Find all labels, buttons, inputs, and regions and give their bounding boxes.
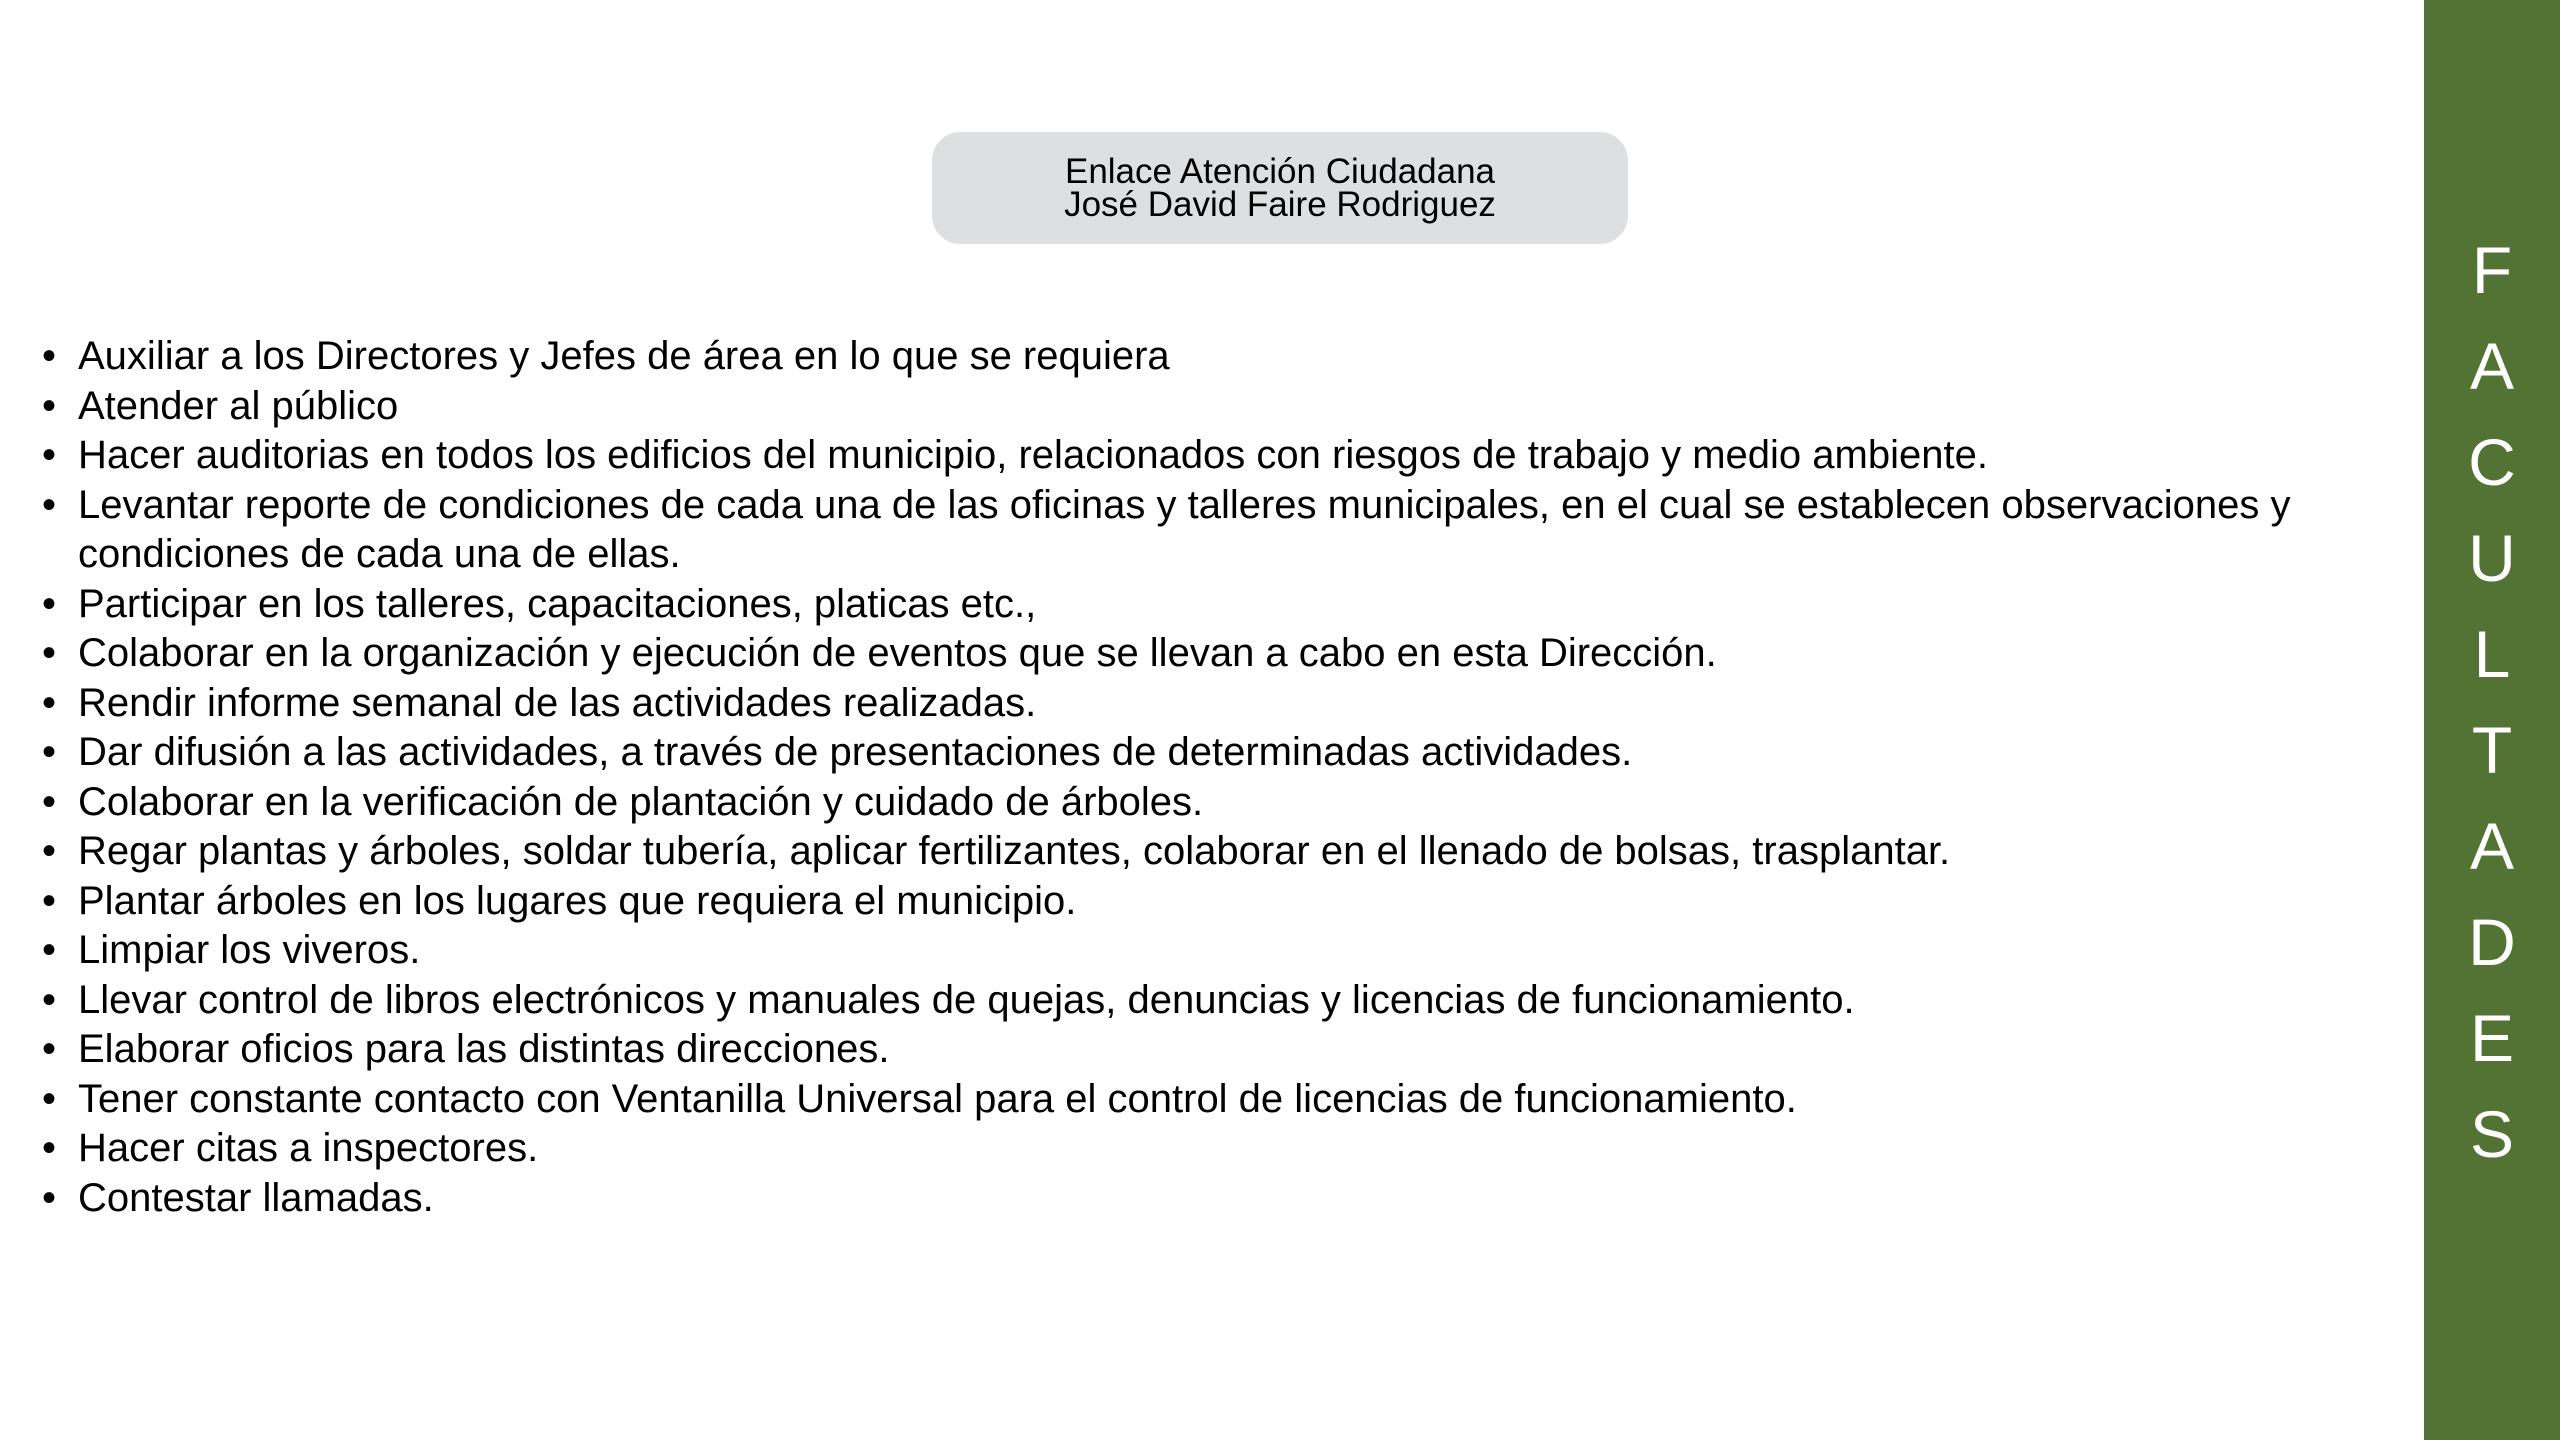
list-item: • Auxiliar a los Directores y Jefes de área en lo que se requiera: [40, 332, 2380, 382]
side-letter: F: [2471, 233, 2513, 307]
title-box: [932, 132, 1628, 244]
list-item: • Limpiar los viveros.: [40, 926, 2380, 976]
list-item: • Rendir informe semanal de las actividades realizadas.: [40, 679, 2380, 729]
side-letter: A: [2469, 329, 2515, 403]
list-item: • Elaborar oficios para las distintas direcciones.: [40, 1025, 2380, 1075]
list-item: • Contestar llamadas.: [40, 1174, 2380, 1224]
side-letter: T: [2471, 713, 2513, 787]
list-item: • Colaborar en la organización y ejecución de eventos que se llevan a cabo en esta Dirección.: [40, 629, 2380, 679]
list-item: • Colaborar en la verificación de plantación y cuidado de árboles.: [40, 778, 2380, 828]
list-item: • Plantar árboles en los lugares que requiera el municipio.: [40, 877, 2380, 927]
list-item: • Hacer citas a inspectores.: [40, 1124, 2380, 1174]
list-item: • Regar plantas y árboles, soldar tubería, aplicar fertilizantes, colaborar en el llenado de bolsas, trasplantar.: [40, 827, 2380, 877]
side-letter: E: [2469, 1001, 2515, 1075]
side-bar: [2424, 0, 2560, 1440]
list-item: • Dar difusión a las actividades, a través de presentaciones de determinadas actividades.: [40, 728, 2380, 778]
title-line-2: José David Faire Rodriguez: [1064, 185, 1496, 224]
list-item: • Hacer auditorias en todos los edificios del municipio, relacionados con riesgos de trabajo y medio ambiente.: [40, 431, 2380, 481]
list-item: • Atender al público: [40, 382, 2380, 432]
side-letter: S: [2469, 1097, 2515, 1171]
side-letter: C: [2468, 425, 2516, 499]
duties-list: [40, 332, 2380, 1223]
side-letter: L: [2473, 617, 2511, 691]
list-item: • Llevar control de libros electrónicos y manuales de quejas, denuncias y licencias de funcionamiento.: [40, 976, 2380, 1026]
side-letter: D: [2468, 905, 2516, 979]
side-letter: A: [2469, 809, 2515, 883]
side-letter: U: [2468, 521, 2516, 595]
list-item: • Levantar reporte de condiciones de cada una de las oficinas y talleres municipales, en el cual se establecen observaciones y condiciones de cada una de ellas.: [40, 481, 2380, 580]
list-item: • Participar en los talleres, capacitaciones, platicas etc.,: [40, 580, 2380, 630]
list-item: • Tener constante contacto con Ventanilla Universal para el control de licencias de funcionamiento.: [40, 1075, 2380, 1125]
side-label: [2424, 222, 2560, 1182]
title-line-1: Enlace Atención Ciudadana: [1064, 152, 1496, 191]
